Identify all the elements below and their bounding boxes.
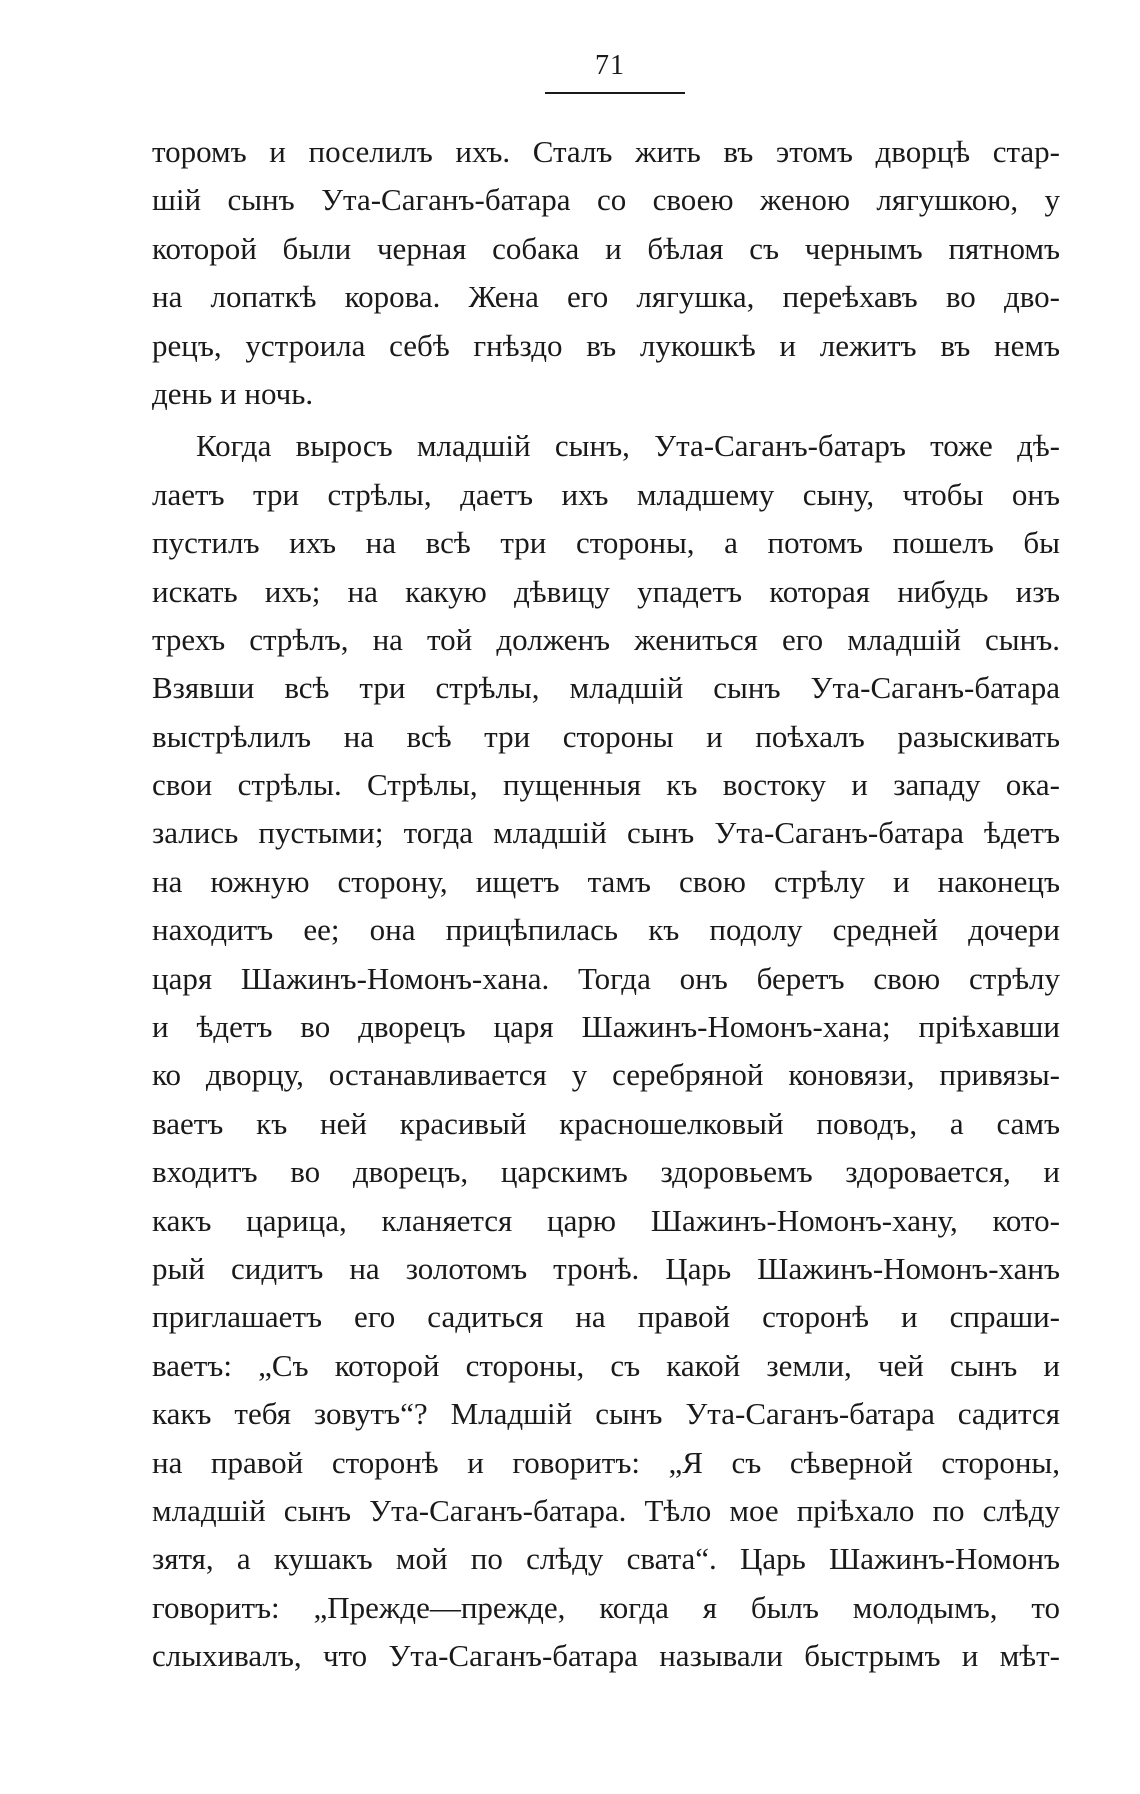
text-line: ваетъ: „Съ которой стороны, съ какой земли, чей сынъ и <box>152 1347 1060 1383</box>
text-line: зятя, а кушакъ мой по слѣду свата“. Царь Шажинъ-Номонъ <box>152 1541 1060 1577</box>
text-line: которой были черная собака и бѣлая съ чернымъ пятномъ <box>152 230 1060 266</box>
text-line: царя Шажинъ-Номонъ-хана. Тогда онъ беретъ свою стрѣлу <box>152 960 1060 996</box>
text-line: ко дворцу, останавливается у серебряной коновязи, привязы- <box>152 1057 1060 1093</box>
text-line: ваетъ къ ней красивый красношелковый поводъ, а самъ <box>152 1105 1060 1141</box>
page-body <box>152 128 1060 1681</box>
text-line: на лопаткѣ корова. Жена его лягушка, переѣхавъ во дво- <box>152 279 1060 315</box>
text-line: торомъ и поселилъ ихъ. Сталъ жить въ этомъ дворцѣ стар- <box>152 134 1060 169</box>
text-line: слыхивалъ, что Ута-Саганъ-батара называли быстрымъ и мѣт- <box>152 1638 1060 1674</box>
text-line: рый сидитъ на золотомъ тронѣ. Царь Шажинъ-Номонъ-ханъ <box>152 1250 1060 1286</box>
text-line: пустилъ ихъ на всѣ три стороны, а потомъ пошелъ бы <box>152 525 1060 561</box>
text-line: выстрѣлилъ на всѣ три стороны и поѣхалъ разыскивать <box>152 718 1060 754</box>
text-line: зались пустыми; тогда младшій сынъ Ута-Саганъ-батара ѣдетъ <box>152 815 1060 851</box>
text-line: говоритъ: „Прежде—прежде, когда я былъ молодымъ, то <box>152 1589 1060 1625</box>
text-line: находитъ ее; она прицѣпилась къ подолу средней дочери <box>152 912 1060 948</box>
text-line: Взявши всѣ три стрѣлы, младшій сынъ Ута-Саганъ-батара <box>152 670 1060 706</box>
text-line: приглашаетъ его садиться на правой сторонѣ и спраши- <box>152 1299 1060 1335</box>
text-line: лаетъ три стрѣлы, даетъ ихъ младшему сыну, чтобы онъ <box>152 476 1060 512</box>
text-line: на правой сторонѣ и говоритъ: „Я съ сѣверной стороны, <box>152 1444 1060 1480</box>
text-line: и ѣдетъ во дворецъ царя Шажинъ-Номонъ-хана; пріѣхавши <box>152 1009 1060 1045</box>
page-number: 71 <box>595 50 625 81</box>
page-number-rule <box>545 92 685 94</box>
text-line: свои стрѣлы. Стрѣлы, пущенныя къ востоку и западу ока- <box>152 767 1060 803</box>
text-line: на южную сторону, ищетъ тамъ свою стрѣлу и наконецъ <box>152 863 1060 899</box>
text-line: входитъ во дворецъ, царскимъ здоровьемъ здоровается, и <box>152 1154 1060 1190</box>
text-line: какъ тебя зовутъ“? Младшій сынъ Ута-Саганъ-батара садится <box>152 1396 1060 1432</box>
text-line: Когда выросъ младшій сынъ, Ута-Саганъ-батаръ тоже дѣ- <box>196 428 1060 464</box>
text-line: день и ночь. <box>152 375 314 411</box>
text-line: младшій сынъ Ута-Саганъ-батара. Тѣло мое пріѣхало по слѣду <box>152 1492 1060 1528</box>
paragraph-1 <box>152 128 1060 418</box>
text-line: какъ царица, кланяется царю Шажинъ-Номонъ-хану, кото- <box>152 1202 1060 1238</box>
text-line: рецъ, устроила себѣ гнѣздо въ лукошкѣ и лежитъ въ немъ <box>152 327 1060 363</box>
text-line: шій сынъ Ута-Саганъ-батара со своею женою лягушкою, у <box>152 182 1060 218</box>
paragraph-2 <box>152 422 1060 1680</box>
text-line: трехъ стрѣлъ, на той долженъ жениться его младшій сынъ. <box>152 621 1060 657</box>
text-line: искать ихъ; на какую дѣвицу упадетъ которая нибудь изъ <box>152 573 1060 609</box>
